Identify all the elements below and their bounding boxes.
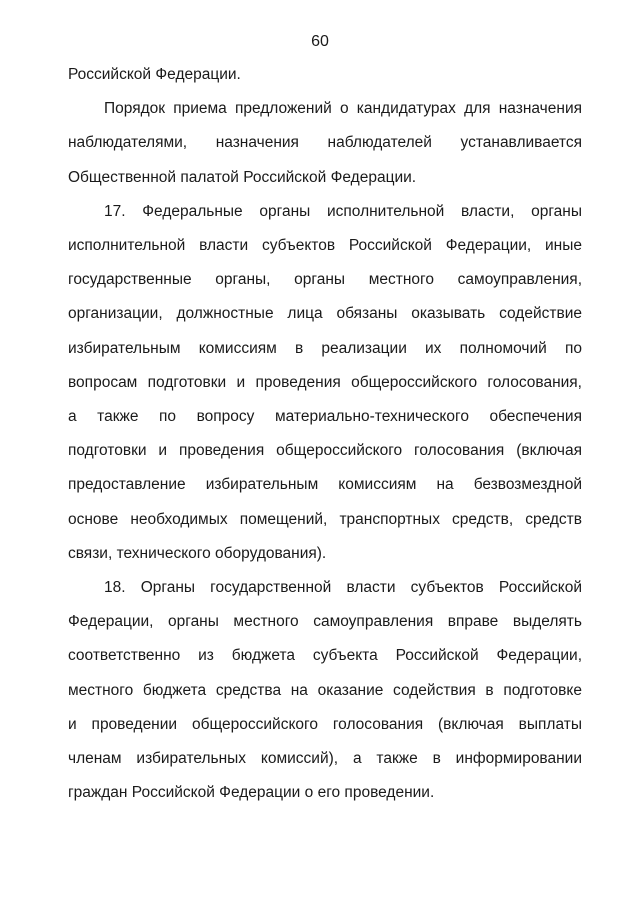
text-line: вопросам подготовки и проведения общероссийского голосования,: [68, 373, 582, 391]
text-line: Порядок приема предложений о кандидатурах для назначения: [104, 100, 582, 118]
text-line: и проведении общероссийского голосования (включая выплаты: [68, 715, 582, 733]
text-line: основе необходимых помещений, транспортных средств, средств: [68, 510, 582, 528]
text-line: организации, должностные лица обязаны оказывать содействие: [68, 305, 582, 323]
text-line: государственные органы, органы местного самоуправления,: [68, 271, 582, 289]
text-line: членам избирательных комиссий), а также в информировании: [68, 750, 582, 768]
text-line: исполнительной власти субъектов Российской Федерации, иные: [68, 237, 582, 255]
text-line: соответственно из бюджета субъекта Российской Федерации,: [68, 647, 582, 665]
paragraph-item-17: [68, 195, 582, 571]
text-line: Федерации, органы местного самоуправления вправе выделять: [68, 613, 582, 631]
paragraph-item-18: [68, 571, 582, 810]
text-line: предоставление избирательным комиссиям на безвозмездной: [68, 476, 582, 494]
text-line: Российской Федерации.: [68, 66, 241, 83]
text-line: подготовки и проведения общероссийского голосования (включая: [68, 442, 582, 460]
text-line: местного бюджета средства на оказание содействия в подготовке: [68, 681, 582, 699]
paragraph-continuation: [68, 58, 582, 92]
page-number: 60: [311, 33, 329, 50]
text-line: граждан Российской Федерации о его проведении.: [68, 784, 435, 802]
document-body: [68, 58, 582, 810]
text-line: Общественной палатой Российской Федерации.: [68, 168, 417, 186]
text-line: 18. Органы государственной власти субъектов Российской: [104, 579, 582, 597]
text-line: а также по вопросу материально-технического обеспечения: [68, 408, 582, 426]
text-line: наблюдателями, назначения наблюдателей устанавливается: [68, 134, 582, 152]
paragraph-order-of-proposals: [68, 92, 582, 195]
text-line: 17. Федеральные органы исполнительной власти, органы: [104, 202, 582, 220]
text-line: связи, технического оборудования).: [68, 544, 327, 562]
text-line: избирательным комиссиям в реализации их полномочий по: [68, 339, 582, 357]
